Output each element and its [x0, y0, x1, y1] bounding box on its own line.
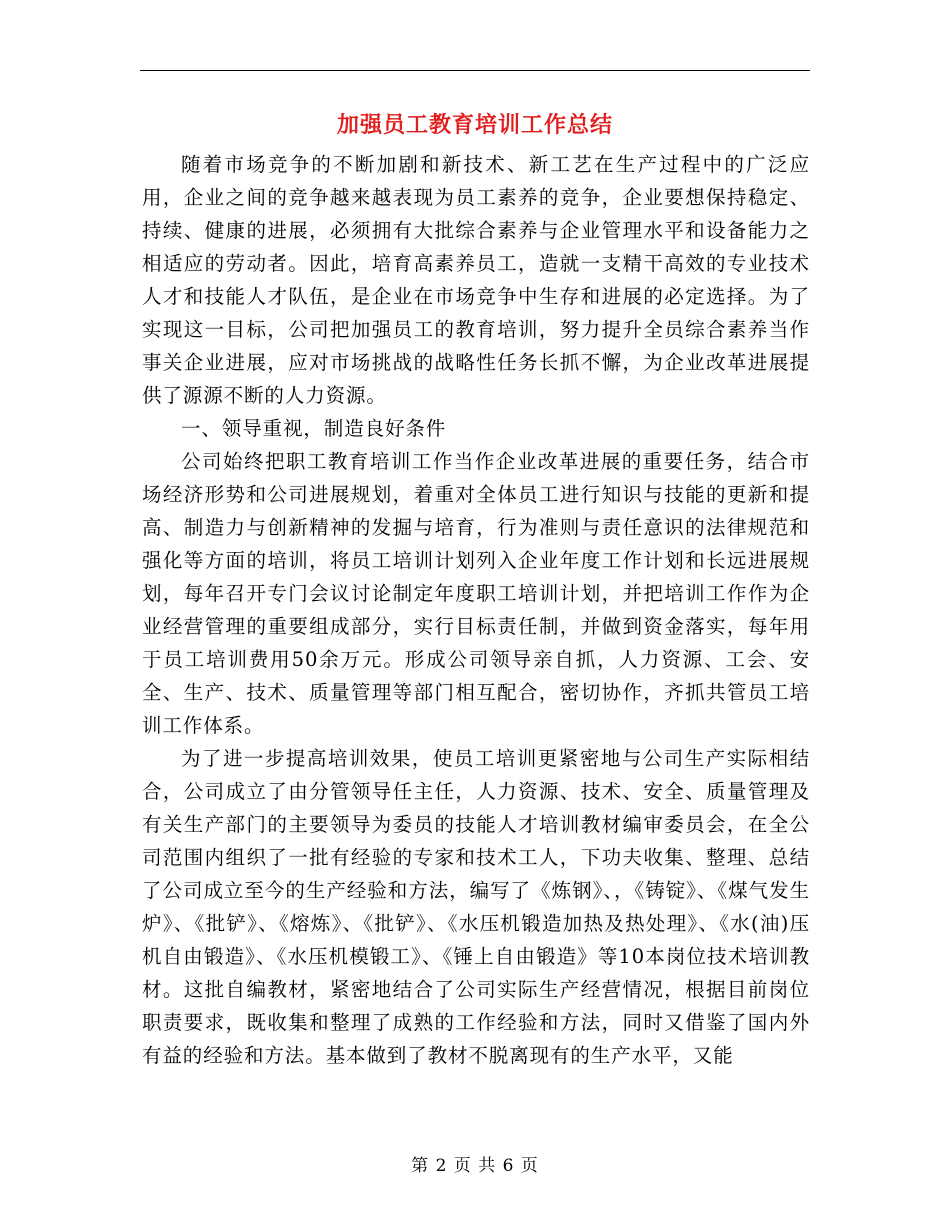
paragraph-training-materials: 为了进一步提高培训效果，使员工培训更紧密地与公司生产实际相结合，公司成立了由分管领导任主任，人力资源、技术、安全、质量管理及有关生产部门的主要领导为委员的技能人才培训教材编审委员会，在全公司范围内组织了一批有经验的专家和技术工人，下功夫收集、整理、总结了公司成立至今的生产经验和方法，编写了《炼钢》、，《铸锭》、《煤气发生炉》、《批铲》、《熔炼》、《批铲》、《水压机锻造加热及热处理》、《水(油)压机自由锻造》、《水压机模锻工》、《锤上自由锻造》等10本岗位技术培训教材。这批自编教材，紧密地结合了公司实际生产经营情况，根据目前岗位职责要求，既收集和整理了成熟的工作经验和方法，同时又借鉴了国内外有益的经验和方法。基本做到了教材不脱离现有的生产水平，又能	[142, 747, 810, 1067]
document-body	[142, 148, 810, 1072]
page-footer: 第 2 页 共 6 页	[411, 1156, 539, 1176]
paragraph-intro: 随着市场竞争的不断加剧和新技术、新工艺在生产过程中的广泛应用，企业之间的竞争越来越表现为员工素养的竞争，企业要想保持稳定、持续、健康的进展，必须拥有大批综合素养与企业管理水平和设备能力之相适应的劳动者。因此，培育高素养员工，造就一支精干高效的专业技术人才和技能人才队伍，是企业在市场竞争中生存和进展的必定选择。为了实现这一目标，公司把加强员工的教育培训，努力提升全员综合素养当作事关企业进展，应对市场挑战的战略性任务长抓不懈，为企业改革进展提供了源源不断的人力资源。	[142, 153, 810, 407]
header-rule	[140, 70, 810, 71]
document-title: 加强员工教育培训工作总结	[336, 112, 613, 138]
paragraph-section-1: 公司始终把职工教育培训工作当作企业改革进展的重要任务，结合市场经济形势和公司进展规划，着重对全体员工进行知识与技能的更新和提高、制造力与创新精神的发掘与培育，行为准则与责任意识的法律规范和强化等方面的培训，将员工培训计划列入企业年度工作计划和长远进展规划，每年召开专门会议讨论制定年度职工培训计划，并把培训工作作为企业经营管理的重要组成部分，实行目标责任制，并做到资金落实，每年用于员工培训费用50余万元。形成公司领导亲自抓，人力资源、工会、安全、生产、技术、质量管理等部门相互配合，密切协作，齐抓共管员工培训工作体系。	[142, 450, 810, 737]
section-heading-1: 一、领导重视，制造良好条件	[181, 417, 447, 440]
